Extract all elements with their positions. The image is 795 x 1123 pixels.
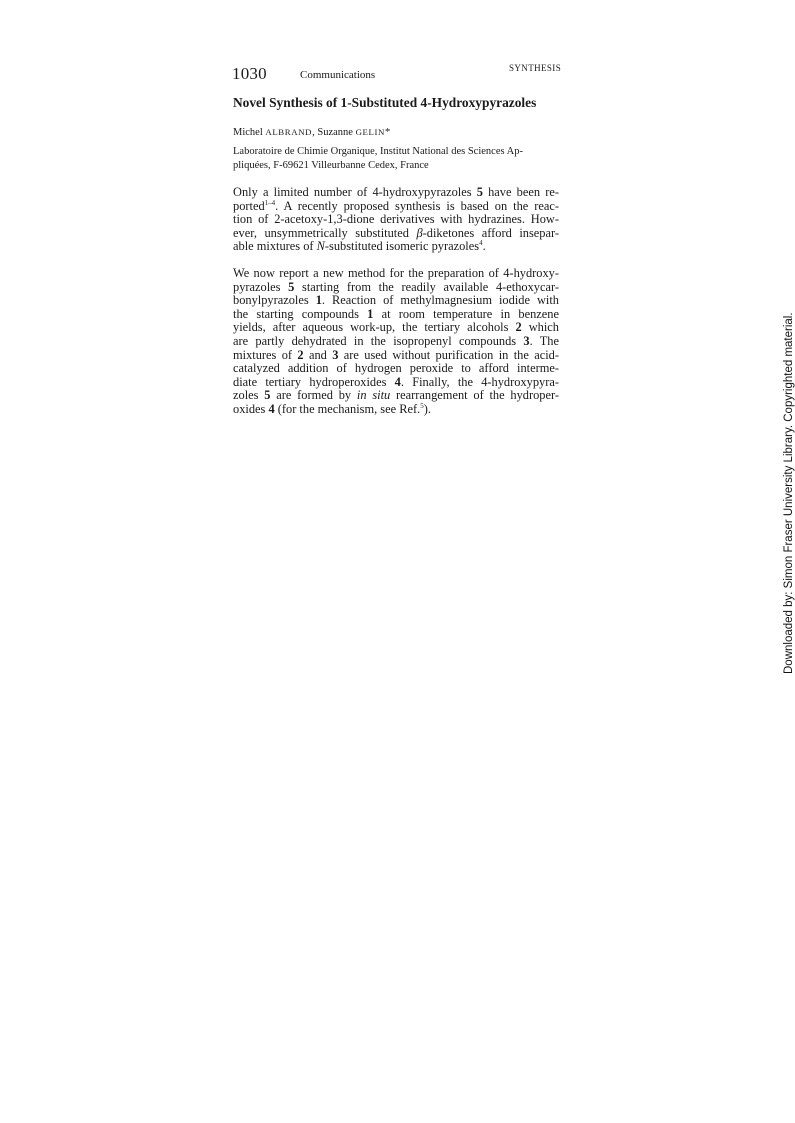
section-name: Communications [300,69,376,81]
citation-superscript: 4 [479,239,483,248]
text-line: are partly dehydrated in the isopropenyl compounds 3. The [233,333,559,348]
author-list [233,127,390,138]
author-separator: , Suzanne [312,127,356,138]
affiliation-line: pliquées, F-69621 Villeurbanne Cedex, France [233,160,429,171]
affiliation [233,145,565,173]
text-line: pyrazoles 5 starting from the readily available 4-ethoxycar- [233,279,559,294]
text-line: the starting compounds 1 at room temperature in benzene [233,306,559,321]
text-line: tion of 2-acetoxy-1,3-dione derivatives with hydrazines. How- [233,212,559,227]
text-line: zoles 5 are formed by in situ rearrangement of the hydroper- [233,388,560,403]
text-line: oxides 4 (for the mechanism, see Ref.$^5$). [233,401,431,416]
text-line: We now report a new method for the preparation of 4-hydroxy- [233,266,559,280]
text-line: ported$^{1-4}$. A recently proposed synthesis is based on the reac- [233,198,559,213]
author-last-name: ALBRAND [265,127,313,137]
text-line: diate tertiary hydroperoxides 4. Finally, the 4-hydroxypyra- [233,374,559,389]
citation-superscript: 5 [420,401,424,410]
text-line: Only a limited number of 4-hydroxypyrazoles 5 have been re- [233,185,559,199]
download-watermark: Downloaded by: Simon Fraser University Library. Copyrighted material. [783,312,795,674]
author-first-name: Michel [233,127,266,138]
author-last-name: GELIN [355,127,385,137]
text-line: ever, unsymmetrically substituted β-diketones afford insepar- [233,225,560,240]
text-line: yields, after aqueous work-up, the tertiary alcohols 2 which [233,320,559,335]
corresponding-author-mark: * [384,127,391,138]
text-line: mixtures of 2 and 3 are used without purification in the acid- [233,347,559,362]
text-line: bonylpyrazoles 1. Reaction of methylmagnesium iodide with [233,293,560,308]
text-line: able mixtures of N-substituted isomeric pyrazoles$^4$. [233,239,486,254]
paragraph-method [233,267,559,417]
affiliation-line: Laboratoire de Chimie Organique, Institut National des Sciences Ap- [233,146,523,157]
paragraph-intro [233,186,559,254]
journal-name: SYNTHESIS [509,63,562,73]
article-title: Novel Synthesis of 1-Substituted 4-Hydroxypyrazoles [233,95,537,110]
text-line: catalyzed addition of hydrogen peroxide to afford interme- [233,361,559,376]
citation-superscript: 1–4 [264,198,276,207]
page-number: 1030 [232,64,267,83]
